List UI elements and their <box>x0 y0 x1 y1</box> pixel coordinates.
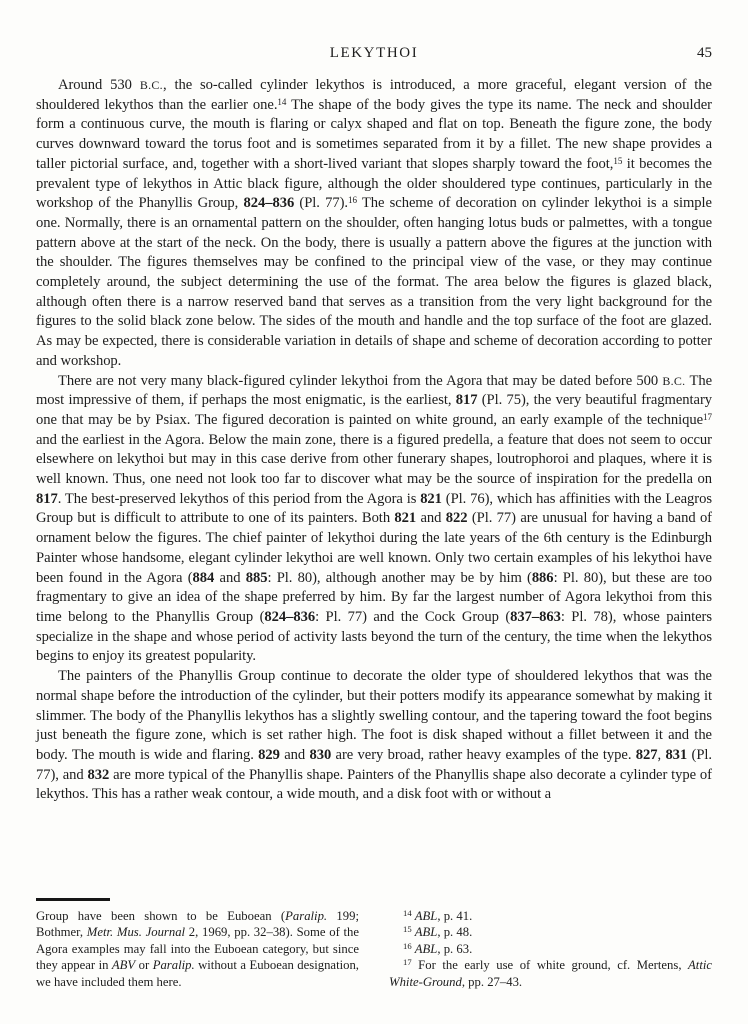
main-text <box>36 76 712 805</box>
footnote-continuation: Group have been shown to be Euboean (Paralip. 199; Bothmer, Metr. Mus. Journal 2, 1969, pp. 32–38). Some of the Agora examples may fall into the Euboean category, but since they appear in ABV or Paralip. without a Euboean designation, we have included them here. <box>36 908 359 989</box>
paragraph: There are not very many black-figured cylinder lekythoi from the Agora that may be dated before 500 B.C. The most impressive of them, if perhaps the most enigmatic, is the earliest, 817 (Pl. 75), the very beautiful fragmentary one that may be by Psiax. The figured decoration is painted on white ground, an early example of the technique$^{17}$ and the earliest in the Agora. Below the main zone, there is a figured predella, a feature that does not seem to occur elsewhere on lekythoi but may in this case derive from other funerary shapes, loutrophoroi and plaques, where it is well known. Thus, one need not look too far to discover what may be the source of inspiration for the predella on 817. The best-preserved lekythos of this period from the Agora is 821 (Pl. 76), which has affinities with the Leagros Group but is difficult to attribute to one of its painters. Both 821 and 822 (Pl. 77) are unusual for having a band of ornament below the figures. The chief painter of lekythoi during the late years of the 6th century is the Edinburgh Painter whose handsome, elegant cylinder lekythoi are well known. Only two certain examples of his lekythoi have been found in the Agora (884 and 885: Pl. 80), although another may be by him (886: Pl. 80), but these are too fragmentary to give an idea of the shape preferred by him. By far the largest number of Agora lekythoi from this time belong to the Phanyllis Group (824–836: Pl. 77) and the Cock Group (837–863: Pl. 78), whose painters specialize in the shape and whose period of activity lasts beyond the turn of the century, the time when the lekythos begins to enjoy its greatest popularity. <box>36 372 712 665</box>
footnote-17: $^{17}$ For the early use of white ground, cf. Mertens, Attic White-Ground, pp. 27–43. <box>389 957 713 989</box>
paragraph: Around 530 B.C., the so-called cylinder lekythos is introduced, a more graceful, elegant version of the shouldered lekythos than the earlier one.$^{14}$ The shape of the body gives the type its name. The neck and shoulder form a continuous curve, the mouth is flaring or calyx shaped and flat on top. Beneath the figure zone, the body curves downward toward the torus foot and is sometimes separated from it by a fillet. The new shape provides a taller pictorial surface, and, together with a short-lived variant that slopes sharply toward the foot,$^{15}$ it becomes the prevalent type of lekythos in Attic black figure, although the older shouldered type continues, particularly in the workshop of the Phanyllis Group, 824–836 (Pl. 77).$^{16}$ The scheme of decoration on cylinder lekythoi is a simple one. Normally, there is an ornamental pattern on the shoulder, often hanging lotus buds or palmettes, with a tongue pattern above at the start of the neck. On the body, there is usually a pattern above the figures at the junction with the shoulder. The figures themselves may be confined to the principal view of the vase, or they may continue completely around, the subject determining the use of the format. The area below the figures is glazed black, although often there is a narrow reserved band that serves as a transition from the very light background for the figures to the solid black zone below. The sides of the mouth and handle and the top surface of the foot are glazed. As may be expected, there is considerable variation in details of shape and scheme of decoration according to potter and workshop. <box>36 77 712 369</box>
footnote-column-left <box>36 894 359 990</box>
running-header <box>36 45 712 63</box>
footnote-number: 17 <box>403 957 412 968</box>
running-head-title: LEKYTHOI <box>329 45 419 61</box>
footnote-separator-rule <box>36 898 110 901</box>
footnotes <box>36 894 712 1024</box>
footnote-number: 14 <box>403 907 412 918</box>
paragraph: The painters of the Phanyllis Group continue to decorate the older type of shouldered lekythos that was the normal shape before the introduction of the cylinder, but their potters modify its appearance somewhat by making it slimmer. The body of the Phanyllis lekythos has a slightly swelling contour, and the tapering toward the foot begins just beneath the figure zone, which is set rather high. The foot is disk shaped without a fillet between it and the body. The mouth is wide and flaring. 829 and 830 are very broad, rather heavy examples of the type. 827, 831 (Pl. 77), and 832 are more typical of the Phanyllis shape. Painters of the Phanyllis shape also decorate a cylinder type of lekythos. This has a rather weak contour, a wide mouth, and a disk foot with or without a <box>36 668 712 803</box>
footnote-16: $^{16}$ ABL, p. 63. <box>403 940 473 956</box>
footnote-reference: 16 <box>348 195 357 206</box>
footnote-number: 15 <box>403 924 412 935</box>
page-number: 45 <box>697 45 712 61</box>
footnote-reference: 17 <box>703 411 712 422</box>
footnote-14: $^{14}$ ABL, p. 41. <box>403 907 473 923</box>
footnote-number: 16 <box>403 940 412 951</box>
footnote-15: $^{15}$ ABL, p. 48. <box>403 924 473 940</box>
footnote-reference: 14 <box>277 96 287 107</box>
footnote-reference: 15 <box>613 155 623 166</box>
footnote-column-right <box>389 894 712 990</box>
